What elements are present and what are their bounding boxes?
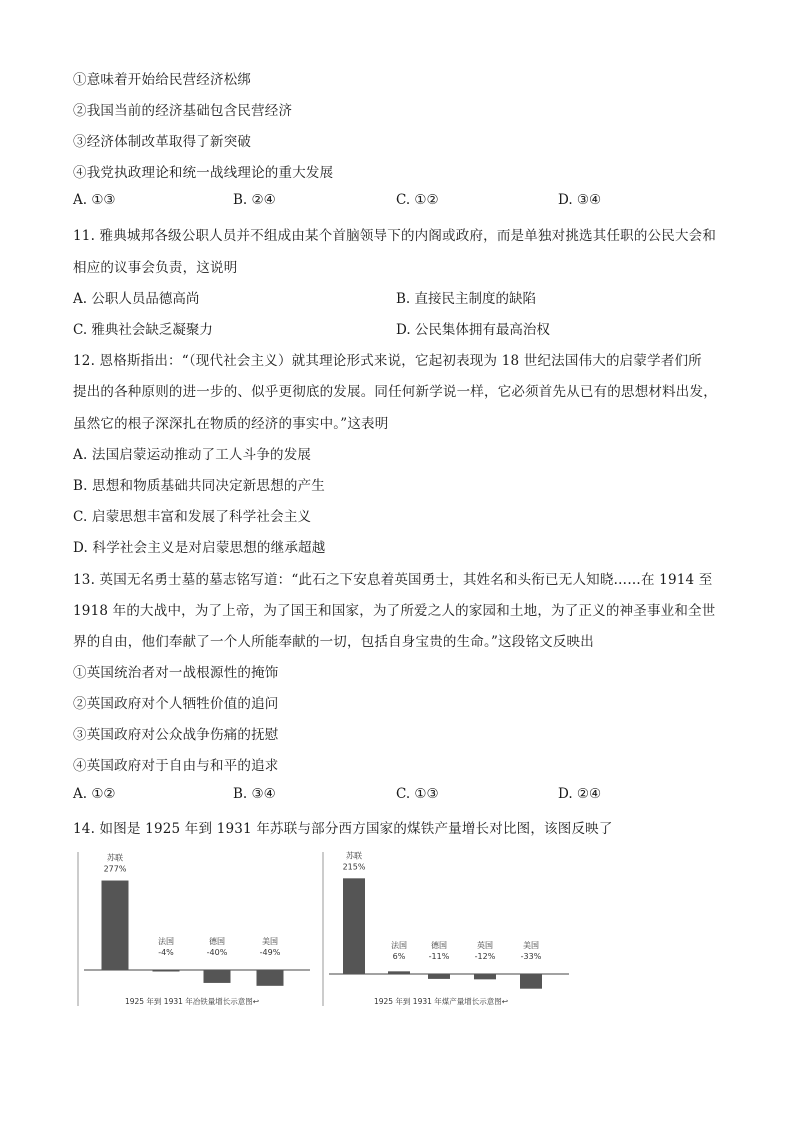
value-label: 215% [342,862,366,872]
chart-title: 1925 年到 1931 年冶铁量增长示意图↩ [124,997,260,1006]
value-label: -49% [259,948,281,957]
chart-title: 1925 年到 1931 年煤产量增长示意图↩ [373,997,509,1006]
bar [204,970,231,983]
category-label: 苏联 [107,853,123,863]
q12-stem-line-2: 提出的各种原则的进一步的、似乎更彻底的发展。同任何新学说一样，它必须首先从已有的思想材料出发， [73,384,717,400]
coal-output-chart [319,848,573,1012]
q13-option-c: C. ①③ [396,786,439,802]
q13-stem-line-1: 13. 英国无名勇士墓的墓志铭写道：“此石之下安息着英国勇士，其姓名和头衔已无人知晓……在 1914 至 [73,572,713,588]
value-label: -12% [474,952,496,961]
category-label: 德国 [209,937,225,946]
q13-item-2: ②英国政府对个人牺牲价值的追问 [73,696,279,712]
q13-item-3: ③英国政府对公众战争伤痛的抚慰 [73,727,279,743]
q13-item-4: ④英国政府对于自由与和平的追求 [73,758,279,774]
bar [428,974,450,979]
bar [257,970,284,986]
q13-option-d: D. ②④ [558,786,602,802]
category-label: 英国 [477,941,493,950]
q12-option-a: A. 法国启蒙运动推动了工人斗争的发展 [73,447,312,463]
q12-option-b: B. 思想和物质基础共同决定新思想的产生 [73,478,326,494]
q11-option-c: C. 雅典社会缺乏凝聚力 [73,322,213,338]
category-label: 法国 [391,941,407,950]
q11-stem-line-2: 相应的议事会负责，这说明 [73,260,238,276]
iron-output-chart [74,848,316,1012]
q10-item-1: ①意味着开始给民营经济松绑 [73,72,252,88]
category-label: 美国 [262,937,278,946]
q10-option-b: B. ②④ [233,192,276,208]
value-label: -4% [158,948,174,957]
q11-option-b: B. 直接民主制度的缺陷 [396,291,537,307]
q13-stem-line-2: 1918 年的大战中，为了上帝，为了国王和国家，为了所爱之人的家园和土地，为了正义的神圣事业和全世 [73,603,716,619]
value-label: -11% [428,952,450,961]
q10-item-2: ②我国当前的经济基础包含民营经济 [73,103,293,119]
q13-stem-line-3: 界的自由，他们奉献了一个人所能奉献的一切，包括自身宝贵的生命。”这段铭文反映出 [73,634,594,650]
q12-option-d: D. 科学社会主义是对启蒙思想的继承超越 [73,540,326,556]
bar [474,974,496,979]
category-label: 美国 [523,941,539,950]
q10-option-c: C. ①② [396,192,439,208]
value-label: 6% [392,952,406,961]
q13-option-a: A. ①② [73,786,116,802]
value-label: -33% [520,952,542,961]
q12-option-c: C. 启蒙思想丰富和发展了科学社会主义 [73,509,312,525]
bar [388,971,410,974]
q10-item-4: ④我党执政理论和统一战线理论的重大发展 [73,165,334,181]
q12-stem-line-3: 虽然它的根子深深扎在物质的经济的事实中。”这表明 [73,416,389,432]
q11-option-a: A. 公职人员品德高尚 [73,291,200,307]
q10-option-d: D. ③④ [558,192,602,208]
q10-item-3: ③经济体制改革取得了新突破 [73,134,252,150]
bar [102,881,129,970]
category-label: 德国 [431,941,447,950]
value-label: -40% [206,948,228,957]
bar [343,878,365,974]
q12-stem-line-1: 12. 恩格斯指出：“（现代社会主义）就其理论形式来说，它起初表现为 18 世纪法国伟大的启蒙学者们所 [73,353,702,369]
q13-option-b: B. ③④ [233,786,276,802]
q13-item-1: ①英国统治者对一战根源性的掩饰 [73,665,279,681]
q11-stem-line-1: 11. 雅典城邦各级公职人员并不组成由某个首脑领导下的内阁或政府，而是单独对挑选其任职的公民大会和 [73,228,717,244]
category-label: 法国 [158,937,174,946]
bar [520,974,542,989]
q10-option-a: A. ①③ [73,192,116,208]
category-label: 苏联 [346,851,362,861]
value-label: 277% [103,864,127,874]
bar [153,970,180,972]
q14-stem: 14. 如图是 1925 年到 1931 年苏联与部分西方国家的煤铁产量增长对比图，该图反映了 [73,821,613,837]
q11-option-d: D. 公民集体拥有最高治权 [396,322,550,338]
